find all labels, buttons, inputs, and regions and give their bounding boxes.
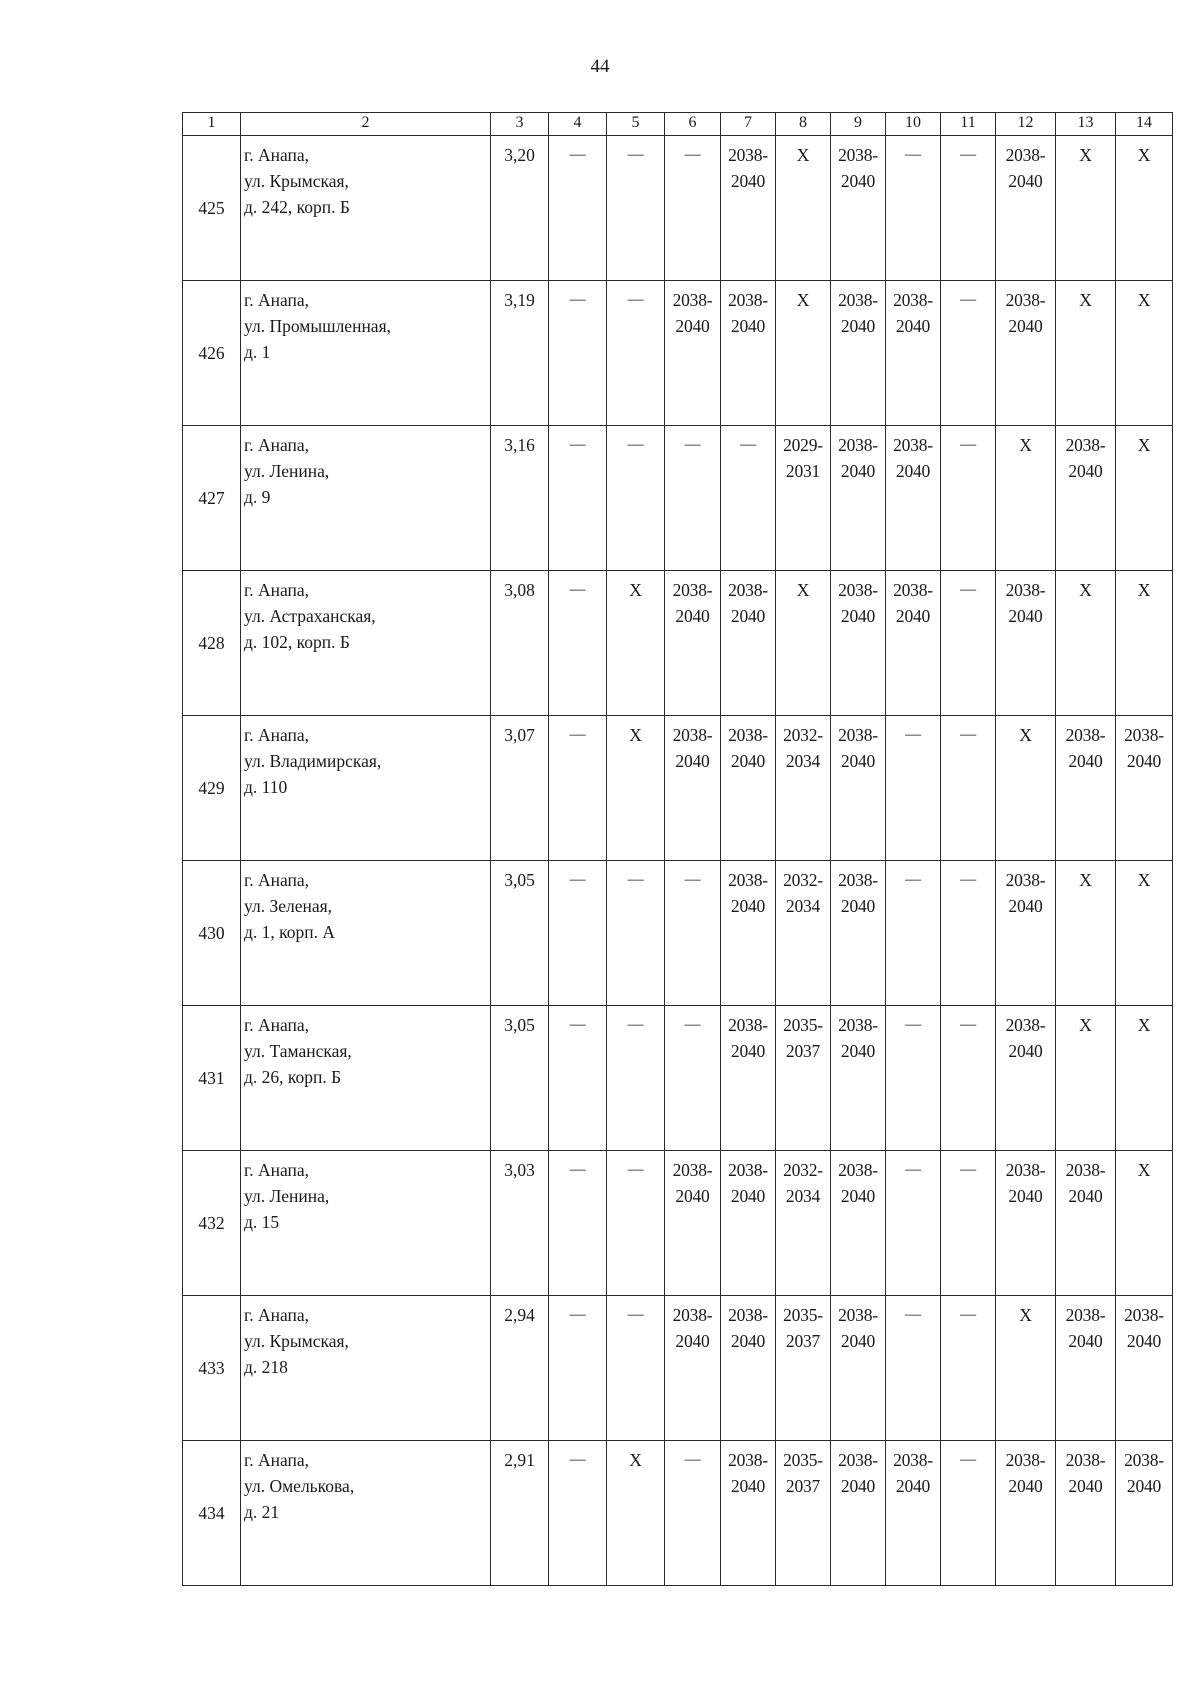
- period-cell: —: [941, 1296, 996, 1441]
- period-cell: 2038- 2040: [831, 136, 886, 281]
- period-cell: Х: [776, 136, 831, 281]
- address-cell: [241, 1296, 491, 1441]
- address-line: ул. Ленина,: [244, 1186, 330, 1206]
- period-cell: —: [941, 861, 996, 1006]
- period-cell: 2038- 2040: [886, 281, 941, 426]
- period-cell: 2038- 2040: [996, 1151, 1056, 1296]
- period-cell: 2038- 2040: [665, 281, 721, 426]
- value-cell: 3,16: [491, 426, 549, 571]
- period-cell: Х: [1056, 571, 1116, 716]
- period-cell: —: [607, 1151, 665, 1296]
- address-line: д. 26, корп. Б: [244, 1067, 342, 1087]
- period-cell: —: [607, 136, 665, 281]
- address-line: г. Анапа,: [244, 435, 310, 455]
- period-cell: 2038- 2040: [721, 281, 776, 426]
- period-cell: Х: [1116, 1006, 1173, 1151]
- address-line: д. 218: [244, 1357, 288, 1377]
- address-line: ул. Владимирская,: [244, 751, 382, 771]
- table-row: [183, 426, 1173, 571]
- period-cell: 2038- 2040: [831, 1151, 886, 1296]
- period-cell: —: [941, 1441, 996, 1586]
- address-line: г. Анапа,: [244, 580, 310, 600]
- period-cell: 2029- 2031: [776, 426, 831, 571]
- period-cell: 2038- 2040: [665, 716, 721, 861]
- period-cell: 2038- 2040: [1116, 1296, 1173, 1441]
- period-cell: Х: [996, 1296, 1056, 1441]
- period-cell: 2038- 2040: [996, 1006, 1056, 1151]
- address-line: г. Анапа,: [244, 145, 310, 165]
- address-line: д. 1: [244, 342, 271, 362]
- table-row: [183, 136, 1173, 281]
- address-cell: [241, 281, 491, 426]
- period-cell: 2038- 2040: [721, 1151, 776, 1296]
- period-cell: 2038- 2040: [1056, 1441, 1116, 1586]
- period-cell: Х: [1056, 1006, 1116, 1151]
- period-cell: 2038- 2040: [831, 281, 886, 426]
- address-cell: [241, 861, 491, 1006]
- period-cell: 2035- 2037: [776, 1441, 831, 1586]
- address-cell: [241, 571, 491, 716]
- period-cell: —: [549, 1006, 607, 1151]
- value-cell: 3,05: [491, 1006, 549, 1151]
- period-cell: Х: [1116, 136, 1173, 281]
- period-cell: Х: [1056, 281, 1116, 426]
- period-cell: —: [665, 861, 721, 1006]
- table-row: [183, 716, 1173, 861]
- period-cell: —: [941, 281, 996, 426]
- address-line: ул. Астраханская,: [244, 606, 376, 626]
- period-cell: —: [549, 281, 607, 426]
- column-header: 2: [241, 113, 491, 136]
- period-cell: 2038- 2040: [721, 1296, 776, 1441]
- address-line: ул. Промышленная,: [244, 316, 391, 336]
- period-cell: 2038- 2040: [996, 861, 1056, 1006]
- address-line: г. Анапа,: [244, 1015, 310, 1035]
- period-cell: 2038- 2040: [831, 861, 886, 1006]
- column-header: 10: [886, 113, 941, 136]
- period-cell: 2038- 2040: [996, 281, 1056, 426]
- period-cell: Х: [776, 571, 831, 716]
- row-number: 434: [183, 1441, 241, 1586]
- period-cell: 2038- 2040: [665, 571, 721, 716]
- period-cell: —: [886, 1006, 941, 1151]
- period-cell: 2038- 2040: [665, 1151, 721, 1296]
- value-cell: 2,94: [491, 1296, 549, 1441]
- period-cell: —: [886, 1151, 941, 1296]
- period-cell: —: [549, 1441, 607, 1586]
- period-cell: —: [886, 1296, 941, 1441]
- period-cell: 2038- 2040: [996, 1441, 1056, 1586]
- period-cell: Х: [607, 571, 665, 716]
- period-cell: Х: [607, 716, 665, 861]
- address-cell: [241, 136, 491, 281]
- period-cell: —: [665, 1441, 721, 1586]
- column-header: 9: [831, 113, 886, 136]
- column-header: 1: [183, 113, 241, 136]
- period-cell: —: [886, 716, 941, 861]
- period-cell: 2038- 2040: [996, 136, 1056, 281]
- table-row: [183, 861, 1173, 1006]
- period-cell: 2038- 2040: [721, 571, 776, 716]
- table-row: [183, 1151, 1173, 1296]
- column-header: 11: [941, 113, 996, 136]
- period-cell: —: [549, 571, 607, 716]
- period-cell: —: [665, 136, 721, 281]
- address-line: ул. Таманская,: [244, 1041, 352, 1061]
- period-cell: 2035- 2037: [776, 1296, 831, 1441]
- address-line: д. 21: [244, 1502, 280, 1522]
- period-cell: 2035- 2037: [776, 1006, 831, 1151]
- register-table: [182, 112, 1173, 1586]
- period-cell: Х: [1116, 1151, 1173, 1296]
- value-cell: 3,08: [491, 571, 549, 716]
- period-cell: —: [941, 716, 996, 861]
- period-cell: —: [665, 426, 721, 571]
- period-cell: —: [886, 861, 941, 1006]
- column-header: 6: [665, 113, 721, 136]
- column-header-row: [183, 113, 1173, 136]
- column-header: 3: [491, 113, 549, 136]
- period-cell: 2038- 2040: [886, 571, 941, 716]
- table-row: [183, 1441, 1173, 1586]
- period-cell: —: [549, 426, 607, 571]
- address-line: д. 110: [244, 777, 288, 797]
- address-line: г. Анапа,: [244, 1305, 310, 1325]
- period-cell: 2038- 2040: [886, 1441, 941, 1586]
- table-row: [183, 281, 1173, 426]
- address-line: г. Анапа,: [244, 870, 310, 890]
- period-cell: 2038- 2040: [665, 1296, 721, 1441]
- table-row: [183, 1006, 1173, 1151]
- address-line: г. Анапа,: [244, 290, 310, 310]
- address-line: д. 102, корп. Б: [244, 632, 350, 652]
- period-cell: Х: [1116, 426, 1173, 571]
- column-header: 4: [549, 113, 607, 136]
- address-cell: [241, 716, 491, 861]
- period-cell: 2038- 2040: [1056, 426, 1116, 571]
- period-cell: —: [607, 1006, 665, 1151]
- period-cell: —: [549, 716, 607, 861]
- period-cell: —: [721, 426, 776, 571]
- period-cell: Х: [1116, 571, 1173, 716]
- period-cell: 2038- 2040: [831, 716, 886, 861]
- address-line: ул. Крымская,: [244, 171, 349, 191]
- address-line: ул. Зеленая,: [244, 896, 333, 916]
- period-cell: —: [941, 426, 996, 571]
- row-number: 430: [183, 861, 241, 1006]
- period-cell: 2038- 2040: [831, 1441, 886, 1586]
- value-cell: 3,19: [491, 281, 549, 426]
- register-body: [183, 136, 1173, 1586]
- column-header: 7: [721, 113, 776, 136]
- period-cell: 2032- 2034: [776, 716, 831, 861]
- period-cell: 2038- 2040: [1056, 1151, 1116, 1296]
- period-cell: 2038- 2040: [721, 1441, 776, 1586]
- period-cell: 2038- 2040: [721, 136, 776, 281]
- period-cell: —: [549, 136, 607, 281]
- period-cell: —: [549, 1296, 607, 1441]
- period-cell: Х: [996, 426, 1056, 571]
- address-line: ул. Ленина,: [244, 461, 330, 481]
- period-cell: 2038- 2040: [831, 1296, 886, 1441]
- address-line: д. 242, корп. Б: [244, 197, 350, 217]
- row-number: 429: [183, 716, 241, 861]
- period-cell: —: [941, 571, 996, 716]
- value-cell: 3,05: [491, 861, 549, 1006]
- period-cell: —: [941, 1006, 996, 1151]
- column-header: 5: [607, 113, 665, 136]
- period-cell: —: [607, 861, 665, 1006]
- period-cell: Х: [1116, 861, 1173, 1006]
- period-cell: 2038- 2040: [721, 1006, 776, 1151]
- period-cell: 2038- 2040: [1056, 716, 1116, 861]
- row-number: 432: [183, 1151, 241, 1296]
- column-header: 12: [996, 113, 1056, 136]
- table-row: [183, 571, 1173, 716]
- address-cell: [241, 1151, 491, 1296]
- value-cell: 2,91: [491, 1441, 549, 1586]
- table-row: [183, 1296, 1173, 1441]
- row-number: 427: [183, 426, 241, 571]
- value-cell: 3,03: [491, 1151, 549, 1296]
- period-cell: Х: [776, 281, 831, 426]
- column-header: 8: [776, 113, 831, 136]
- period-cell: 2038- 2040: [721, 716, 776, 861]
- period-cell: —: [549, 1151, 607, 1296]
- period-cell: 2038- 2040: [886, 426, 941, 571]
- address-cell: [241, 1006, 491, 1151]
- period-cell: —: [665, 1006, 721, 1151]
- period-cell: 2038- 2040: [1056, 1296, 1116, 1441]
- period-cell: —: [549, 861, 607, 1006]
- period-cell: 2038- 2040: [831, 426, 886, 571]
- period-cell: Х: [996, 716, 1056, 861]
- period-cell: Х: [1056, 861, 1116, 1006]
- period-cell: 2038- 2040: [1116, 1441, 1173, 1586]
- period-cell: 2032- 2034: [776, 861, 831, 1006]
- row-number: 426: [183, 281, 241, 426]
- address-cell: [241, 426, 491, 571]
- column-header: 13: [1056, 113, 1116, 136]
- period-cell: —: [607, 426, 665, 571]
- row-number: 433: [183, 1296, 241, 1441]
- row-number: 428: [183, 571, 241, 716]
- period-cell: 2038- 2040: [831, 571, 886, 716]
- column-header: 14: [1116, 113, 1173, 136]
- address-line: д. 9: [244, 487, 271, 507]
- address-line: г. Анапа,: [244, 1450, 310, 1470]
- address-line: г. Анапа,: [244, 1160, 310, 1180]
- period-cell: Х: [1056, 136, 1116, 281]
- period-cell: 2038- 2040: [996, 571, 1056, 716]
- value-cell: 3,07: [491, 716, 549, 861]
- address-line: д. 1, корп. А: [244, 922, 336, 942]
- period-cell: —: [941, 136, 996, 281]
- address-line: ул. Омелькова,: [244, 1476, 355, 1496]
- period-cell: —: [941, 1151, 996, 1296]
- row-number: 425: [183, 136, 241, 281]
- address-line: г. Анапа,: [244, 725, 310, 745]
- period-cell: Х: [607, 1441, 665, 1586]
- period-cell: 2038- 2040: [721, 861, 776, 1006]
- page-number: 44: [590, 56, 610, 77]
- period-cell: —: [886, 136, 941, 281]
- period-cell: 2038- 2040: [1116, 716, 1173, 861]
- period-cell: 2032- 2034: [776, 1151, 831, 1296]
- period-cell: —: [607, 281, 665, 426]
- row-number: 431: [183, 1006, 241, 1151]
- address-line: ул. Крымская,: [244, 1331, 349, 1351]
- period-cell: 2038- 2040: [831, 1006, 886, 1151]
- address-line: д. 15: [244, 1212, 280, 1232]
- value-cell: 3,20: [491, 136, 549, 281]
- address-cell: [241, 1441, 491, 1586]
- period-cell: —: [607, 1296, 665, 1441]
- period-cell: Х: [1116, 281, 1173, 426]
